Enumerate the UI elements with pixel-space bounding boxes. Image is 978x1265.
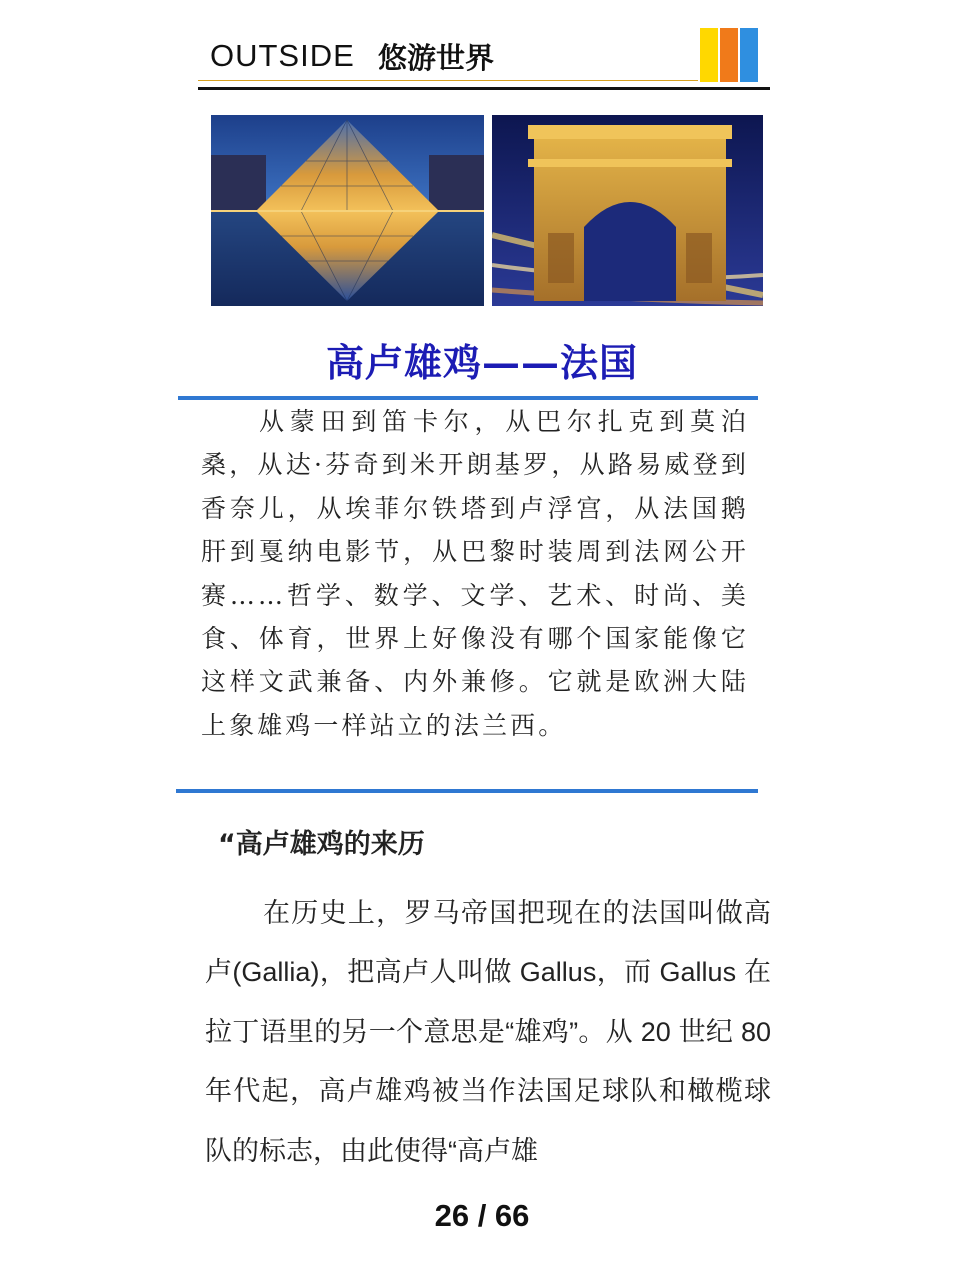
color-bars-logo xyxy=(700,28,758,82)
intro-bottom-rule xyxy=(176,789,758,793)
arc-de-triomphe-photo xyxy=(492,115,763,306)
article-title: 高卢雄鸡——法国 xyxy=(325,340,638,385)
header-divider xyxy=(198,87,770,90)
brand-chinese: 悠游世界 xyxy=(378,41,495,75)
header-accent-line xyxy=(198,80,698,81)
brand-english: OUTSIDE xyxy=(210,38,355,73)
louvre-pyramid-photo xyxy=(211,115,484,306)
color-bar-blue xyxy=(740,28,758,82)
section-title: “高卢雄鸡的来历 xyxy=(218,829,425,860)
intro-paragraph: 从蒙田到笛卡尔，从巴尔扎克到莫泊桑，从达·芬奇到米开朗基罗，从路易威登到香奈儿，从埃菲尔铁塔到卢浮宫，从法国鹅肝到戛纳电影节，从巴黎时装周到法网公开赛……哲学、数学、文学、艺术、时尚、美食、体育，世界上好像没有哪个国家能像它这样文武兼备、内外兼修。它就是欧洲大陆上象雄鸡一样站立的法兰西。 xyxy=(201,407,749,740)
color-bar-orange xyxy=(720,28,738,82)
page-header xyxy=(198,28,770,90)
body-paragraph: 在历史上，罗马帝国把现在的法国叫做高卢(Gallia)，把高卢人叫做 Gallus，而 Gallus 在拉丁语里的另一个意思是“雄鸡”。从 20 世纪 80 年代起，高卢雄鸡被当作法国足球队和橄榄球队的标志，由此使得“高卢雄 xyxy=(205,898,771,1166)
page-number: 26 / 66 xyxy=(434,1198,530,1233)
color-bar-yellow xyxy=(700,28,718,82)
